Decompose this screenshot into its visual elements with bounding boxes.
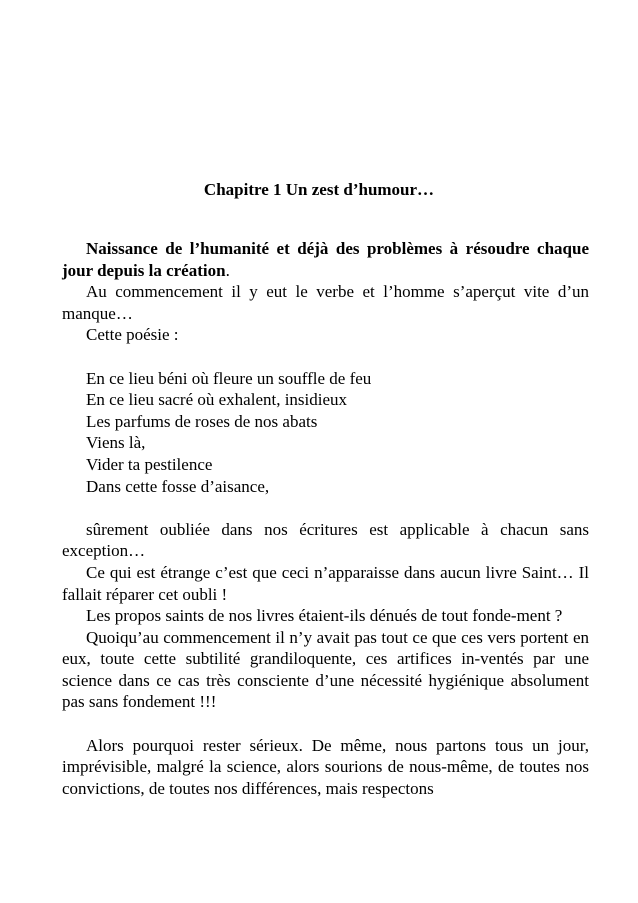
intro-period: .	[225, 260, 230, 280]
paragraph: Alors pourquoi rester sérieux. De même, nous partons tous un jour, imprévisible, malgré la science, alors sourions de nous-même, de toutes nos convictions, de toutes nos différences, mais respectons	[62, 735, 589, 798]
poem-line: En ce lieu sacré où exhalent, insidieux	[86, 390, 348, 410]
poem	[62, 368, 589, 498]
paragraph: sûrement oubliée dans nos écritures est applicable à chacun sans exception…	[62, 519, 589, 561]
paragraph: Quoiqu’au commencement il n’y avait pas tout ce que ces vers portent en eux, toute cette subtilité grandiloquente, ces artifices in-ventés par une science dans ce cas très consciente d’une nécessité hygiénique absolument pas sans fondement !!!	[62, 627, 589, 712]
poem-line: Dans cette fosse d’aisance,	[86, 476, 270, 496]
intro-paragraph	[62, 238, 589, 281]
poem-line: Les parfums de roses de nos abats	[86, 411, 318, 431]
paragraph: Les propos saints de nos livres étaient-ils dénués de tout fonde-ment ?	[86, 606, 563, 626]
intro-bold-text: Naissance de l’humanité et déjà des problèmes à résoudre chaque jour depuis la création	[62, 239, 589, 280]
paragraph: Au commencement il y eut le verbe et l’homme s’aperçut vite d’un manque…	[62, 282, 589, 323]
spacer	[62, 497, 589, 519]
chapter-title: Chapitre 1 Un zest d’humour…	[203, 180, 435, 199]
spacer	[62, 713, 589, 735]
paragraph: Ce qui est étrange c’est que ceci n’apparaisse dans aucun livre Saint… Il fallait réparer cet oubli !	[62, 562, 589, 604]
poem-line: Vider ta pestilence	[86, 454, 213, 474]
body-text	[62, 238, 589, 799]
spacer	[62, 346, 589, 368]
poem-line: Viens là,	[86, 433, 146, 453]
poem-line: En ce lieu béni où fleure un souffle de feu	[86, 368, 372, 388]
paragraph: Cette poésie :	[86, 325, 179, 345]
